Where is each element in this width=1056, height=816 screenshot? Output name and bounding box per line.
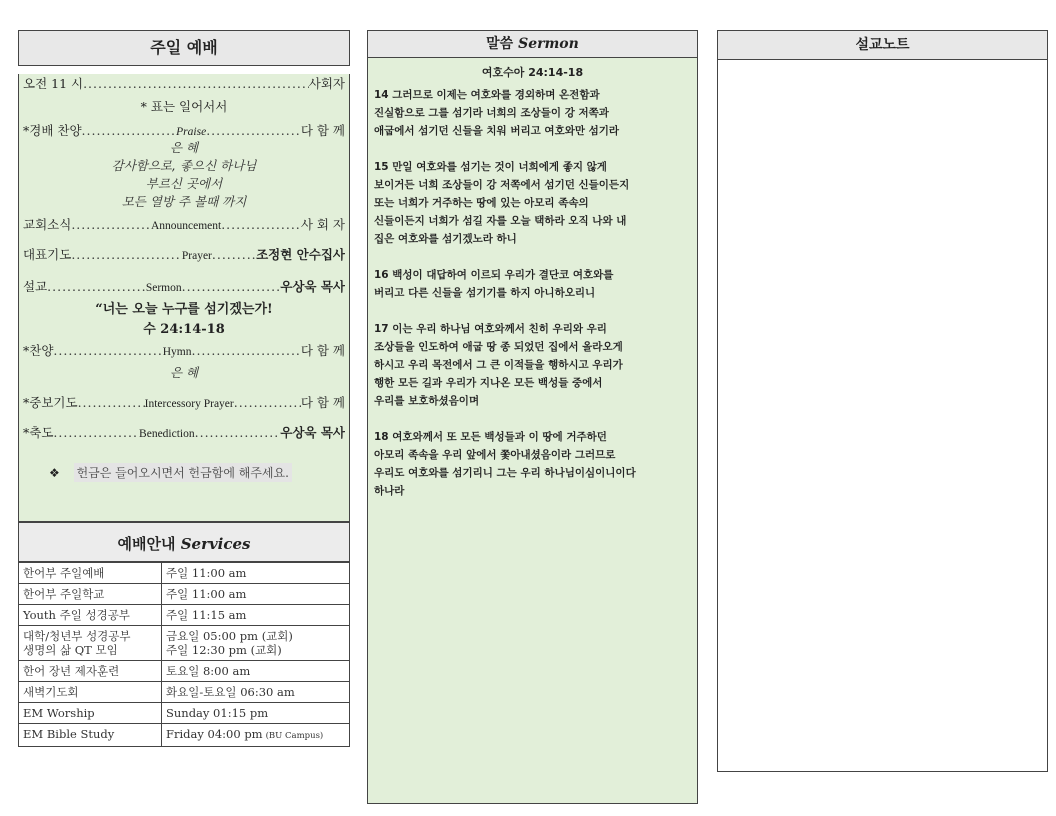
- praise-row: [23, 121, 345, 139]
- service-row: [19, 563, 350, 584]
- prayer-row: [23, 245, 345, 263]
- service-row: [19, 724, 350, 747]
- benediction-en: Benediction: [139, 428, 195, 440]
- service-time: [162, 682, 350, 703]
- praise-by: 다 함 께: [300, 123, 345, 138]
- notes-title: 설교노트: [717, 30, 1048, 60]
- announcement-label: 교회소식: [23, 217, 72, 232]
- service-time: [162, 605, 350, 626]
- offering-bullet-icon: ❖: [49, 466, 60, 480]
- service-time-text: 주일 11:15 am: [166, 608, 247, 622]
- service-time: [162, 661, 350, 682]
- intercession-en: Intercessory Prayer: [144, 398, 234, 410]
- prayer-en: Prayer: [181, 250, 212, 262]
- service-name: EM Worship: [19, 703, 162, 724]
- service-time-text: Friday 04:00 pm: [166, 727, 263, 741]
- worship-title: 주일 예배: [18, 30, 350, 66]
- intercession-row: [23, 393, 345, 411]
- sermon-en: Sermon: [145, 282, 182, 294]
- verse-paragraph: 18 여호와께서 또 모든 백성들과 이 땅에 거주하던 아모리 족속을 우리 앞에서 쫓아내셨음이라 그러므로 우리도 여호와를 섬기리니 그는 우리 하나님이심이니이다 하나라: [374, 431, 636, 497]
- hymn-song: 은 혜: [169, 365, 199, 380]
- sermon-panel-title-en: Sermon: [518, 36, 579, 52]
- benediction-label: *축도: [23, 425, 54, 440]
- announcement-row: [23, 215, 345, 233]
- scripture-reference: 여호수아 24:14-18: [481, 66, 584, 79]
- intercession-label: *중보기도: [23, 395, 78, 410]
- service-row: [19, 584, 350, 605]
- service-time-text: 주일 11:00 am: [166, 587, 247, 601]
- praise-song: 감사함으로, 좋으신 하나님: [111, 158, 257, 173]
- praise-songs: [23, 139, 345, 211]
- stand-note: * 표는 일어서서: [140, 99, 228, 114]
- service-name: 한어부 주일학교: [19, 584, 162, 605]
- hymn-label: *찬양: [23, 343, 54, 358]
- service-name: EM Bible Study: [19, 724, 162, 747]
- prayer-label: 대표기도: [23, 247, 72, 262]
- worship-leader-role: 사회자: [308, 76, 345, 91]
- worship-time-row: [23, 74, 345, 92]
- announcement-en: Announcement: [150, 220, 222, 232]
- service-row: [19, 605, 350, 626]
- services-title-en: Services: [180, 535, 251, 553]
- service-name: Youth 주일 성경공부: [19, 605, 162, 626]
- service-row: [19, 682, 350, 703]
- announcement-by: 사 회 자: [300, 217, 345, 232]
- verse-paragraph: 17 이는 우리 하나님 여호와께서 친히 우리와 우리 조상들을 인도하여 애굽 땅 종 되었던 집에서 올라오게 하시고 우리 목전에서 그 큰 이적들을 행하시고 우리가 행한 모든 길과 우리가 지나온 모든 백성들 중에서 우리를 보호하셨음이며: [374, 323, 623, 407]
- verse-paragraph: 15 만일 여호와를 섬기는 것이 너희에게 좋지 않게 보이거든 너희 조상들이 강 저쪽에서 섬기던 신들이든지 또는 너희가 거주하는 땅에 있는 아모리 족속의 신들이든지 너희가 섬길 자를 오늘 택하라 오직 나와 내 집은 여호와를 섬기겠노라 하니: [374, 161, 630, 245]
- divider: [697, 776, 698, 788]
- sermon-reference: 수 24:14-18: [143, 322, 225, 337]
- worship-order-body: [18, 74, 350, 522]
- intercession-by: 다 함 께: [300, 395, 345, 410]
- offering-note: 헌금은 들어오시면서 헌금함에 해주세요.: [74, 463, 292, 482]
- service-name: 한어부 주일예배: [19, 563, 162, 584]
- sermon-label: 설교: [23, 279, 48, 294]
- service-time-text: 주일 11:00 am: [166, 566, 247, 580]
- service-name: 대학/청년부 성경공부 생명의 삶 QT 모임: [19, 626, 162, 661]
- prayer-by: 조정현 안수집사: [256, 247, 345, 262]
- benediction-by: 우상욱 목사: [280, 425, 345, 440]
- services-title: [18, 522, 350, 562]
- worship-order-panel: [18, 30, 350, 522]
- service-location-note: (BU Campus): [265, 731, 324, 741]
- sermon-notes-panel: [717, 30, 1048, 772]
- service-row: [19, 661, 350, 682]
- worship-time: 오전 11 시: [23, 76, 84, 91]
- sermon-panel: [367, 30, 698, 804]
- praise-song: 모든 열방 주 볼때 까지: [121, 194, 247, 209]
- service-time-text: 화요일-토요일 06:30 am: [166, 685, 295, 699]
- service-time: [162, 584, 350, 605]
- service-time-text: 금요일 05:00 pm (교회) 주일 12:30 pm (교회): [166, 629, 293, 657]
- service-row: [19, 626, 350, 661]
- praise-label: *경배 찬양: [23, 123, 82, 138]
- service-row: [19, 703, 350, 724]
- service-name: 한어 장년 제자훈련: [19, 661, 162, 682]
- service-time-text: Sunday 01:15 pm: [166, 706, 269, 720]
- sermon-title: “너는 오늘 누구를 섬기겠는가!: [95, 302, 273, 317]
- scripture-body: [367, 58, 698, 804]
- service-name: 새벽기도회: [19, 682, 162, 703]
- notes-area[interactable]: [717, 60, 1048, 772]
- services-title-kr: 예배안내: [117, 535, 176, 553]
- sermon-panel-title: [367, 30, 698, 58]
- sermon-row: [23, 277, 345, 295]
- service-time: [162, 724, 350, 747]
- service-time: [162, 563, 350, 584]
- hymn-row: [23, 341, 345, 359]
- service-time: [162, 626, 350, 661]
- hymn-by: 다 함 께: [300, 343, 345, 358]
- benediction-row: [23, 423, 345, 441]
- services-panel: [18, 522, 350, 747]
- preacher: 우상욱 목사: [280, 279, 345, 294]
- praise-song: 부르신 곳에서: [145, 176, 223, 191]
- verse-paragraph: 16 백성이 대답하여 이르되 우리가 결단코 여호와를 버리고 다른 신들을 섬기기를 하지 아니하오리니: [374, 269, 614, 299]
- offering-note-row: [23, 463, 345, 482]
- sermon-panel-title-kr: 말씀: [486, 36, 514, 52]
- praise-en: Praise: [176, 126, 207, 138]
- service-time-text: 토요일 8:00 am: [166, 664, 251, 678]
- hymn-en: Hymn: [162, 346, 192, 358]
- service-time: [162, 703, 350, 724]
- praise-song: 은 혜: [169, 140, 199, 155]
- verse-paragraph: 14 그러므로 이제는 여호와를 경외하며 온전함과 진실함으로 그를 섬기라 너희의 조상들이 강 저쪽과 애굽에서 섬기던 신들을 치워 버리고 여호와만 섬기라: [374, 89, 620, 137]
- services-table: [18, 562, 350, 747]
